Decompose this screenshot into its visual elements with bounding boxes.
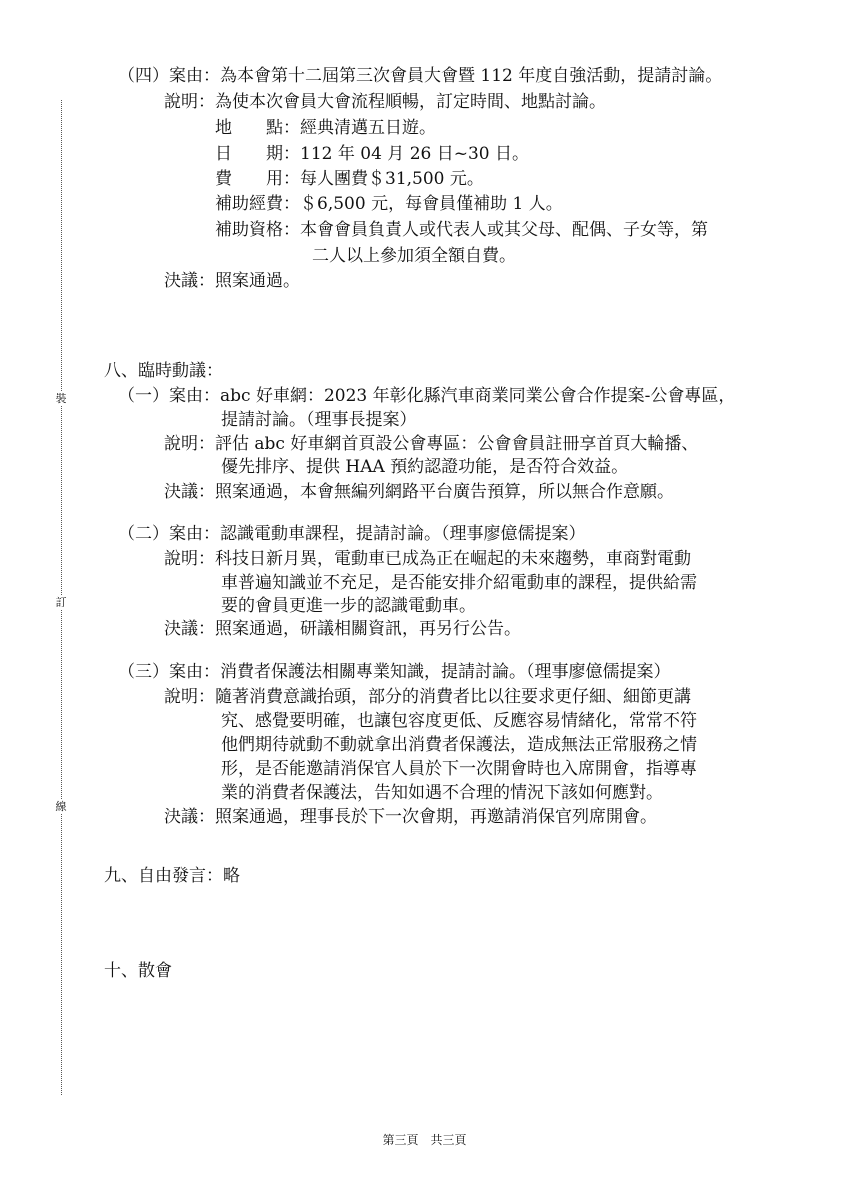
motion3-explanation-cont3: 形，是否能邀請消保官人員於下一次開會時也入席開會，指導專 [221, 759, 697, 779]
motion3-resolution: 決議：照案通過，理事長於下一次會期，再邀請消保官列席開會。 [164, 807, 657, 827]
item4-date: 日 期：112 年 04 月 26 日~30 日。 [215, 144, 530, 164]
binding-char-ding: 訂 [53, 596, 69, 610]
binding-char-zhuang: 裝 [53, 392, 69, 406]
item4-eligibility: 補助資格：本會會員負責人或代表人或其父母、配偶、子女等，第 [215, 220, 708, 240]
item4-fee: 費 用：每人團費＄31,500 元。 [215, 169, 484, 189]
motion1-resolution: 決議：照案通過，本會無編列網路平台廣告預算，所以無合作意願。 [164, 482, 674, 502]
motion3-explanation-cont4: 業的消費者保護法，告知如遇不合理的情況下該如何應對。 [221, 783, 663, 803]
motion2-explanation: 說明：科技日新月異，電動車已成為正在崛起的未來趨勢，車商對電動 [164, 549, 691, 569]
motion1-explanation: 說明：評估 abc 好車網首頁設公會專區：公會會員註冊享首頁大輪播、 [164, 434, 699, 454]
motion2-case: （二）案由：認識電動車課程，提請討論。（理事廖億儒提案） [118, 524, 586, 544]
motion1-explanation-cont: 優先排序、提供 HAA 預約認證功能，是否符合效益。 [221, 457, 629, 477]
motion1-case-cont: 提請討論。（理事長提案） [221, 410, 417, 430]
item4-eligibility-cont: 二人以上參加須全額自費。 [312, 246, 516, 266]
item4-explanation: 說明：為使本次會員大會流程順暢，訂定時間、地點討論。 [164, 92, 606, 112]
motion2-explanation-cont2: 要的會員更進一步的認識電動車。 [221, 596, 476, 616]
section8-heading: 八、臨時動議： [104, 361, 223, 381]
page-footer: 第三頁 共三頁 [382, 1133, 467, 1147]
motion3-explanation-cont2: 他們期待就動不動就拿出消費者保護法，造成無法正常服務之情 [221, 735, 697, 755]
motion1-case: （一）案由：abc 好車網：2023 年彰化縣汽車商業同業公會合作提案-公會專區， [118, 386, 736, 406]
motion3-case: （三）案由：消費者保護法相關專業知識，提請討論。（理事廖億儒提案） [118, 662, 671, 682]
motion2-resolution: 決議：照案通過，研議相關資訊，再另行公告。 [164, 619, 521, 639]
item4-resolution: 決議：照案通過。 [164, 271, 300, 291]
section9-free-speech: 九、自由發言：略 [104, 866, 240, 886]
item4-location: 地 點：經典清邁五日遊。 [215, 118, 436, 138]
item4-case: （四）案由：為本會第十二屆第三次會員大會暨 112 年度自強活動，提請討論。 [118, 66, 723, 86]
motion2-explanation-cont1: 車普遍知識並不充足，是否能安排介紹電動車的課程，提供給需 [221, 573, 697, 593]
motion3-explanation-cont1: 究、感覺要明確，也讓包容度更低、反應容易情緒化，常常不符 [221, 711, 697, 731]
binding-char-xian: 線 [53, 800, 69, 814]
item4-subsidy: 補助經費：＄6,500 元，每會員僅補助 1 人。 [215, 194, 563, 214]
section10-adjourn: 十、散會 [104, 961, 172, 981]
motion3-explanation: 說明：隨著消費意識抬頭，部分的消費者比以往要求更仔細、細節更講 [164, 687, 691, 707]
